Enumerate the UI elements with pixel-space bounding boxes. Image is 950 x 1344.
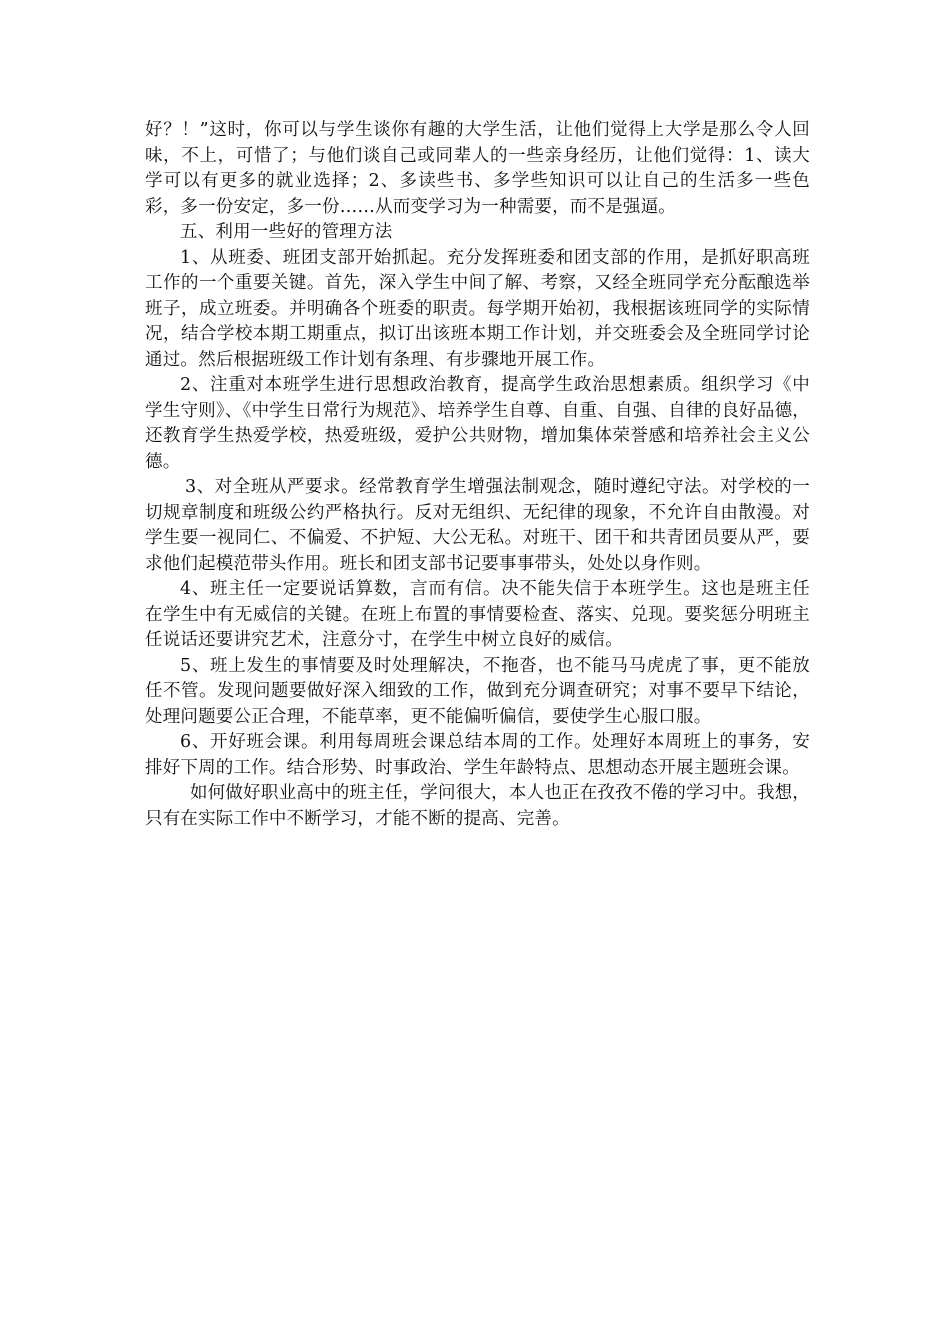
paragraph-item-2: 2、注重对本班学生进行思想政治教育，提高学生政治思想素质。组织学习《中学生守则》、《中学生日常行为规范》、培养学生自尊、自重、自强、自律的良好品德，还教育学生热爱学校，热爱班级，爱护公共财物，增加集体荣誉感和培养社会主义公德。 xyxy=(145,375,810,472)
paragraph-item-5: 5、班上发生的事情要及时处理解决，不拖沓，也不能马马虎虎了事，更不能放任不管。发现问题要做好深入细致的工作，做到充分调查研究；对事不要早下结论，处理问题要公正合理，不能草率，更不能偏听偏信，要使学生心服口服。 xyxy=(145,655,810,727)
paragraph-conclusion: 如何做好职业高中的班主任，学问很大，本人也正在孜孜不倦的学习中。我想，只有在实际工作中不断学习，才能不断的提高、完善。 xyxy=(145,783,810,829)
paragraph-item-4: 4、班主任一定要说话算数，言而有信。决不能失信于本班学生。这也是班主任在学生中有无威信的关键。在班上布置的事情要检查、落实、兑现。要奖惩分明班主任说话还要讲究艺术，注意分寸，在学生中树立良好的威信。 xyxy=(145,579,810,650)
paragraph-item-6: 6、开好班会课。利用每周班会课总结本周的工作。处理好本周班上的事务，安排好下周的工作。结合形势、时事政治、学生年龄特点、思想动态开展主题班会课。 xyxy=(145,732,810,778)
paragraph-item-1: 1、从班委、班团支部开始抓起。充分发挥班委和团支部的作用，是抓好职高班工作的一个重要关键。首先，深入学生中间了解、考察，又经全班同学充分酝酿选举班子，成立班委。并明确各个班委的职责。每学期开始初，我根据该班同学的实际情况，结合学校本期工期重点，拟订出该班本期工作计划，并交班委会及全班同学讨论通过。然后根据班级工作计划有条理、有步骤地开展工作。 xyxy=(145,247,810,370)
paragraph-continuation: 好？！”这时，你可以与学生谈你有趣的大学生活，让他们觉得上大学是那么令人回味，不上，可惜了；与他们谈自己或同辈人的一些亲身经历，让他们觉得：1、读大学可以有更多的就业选择；2、多读些书、多学些知识可以让自己的生活多一些色彩，多一份安定，多一份……从而变学习为一种需要，而不是强逼。 xyxy=(145,120,810,217)
paragraph-item-3: 3、对全班从严要求。经常教育学生增强法制观念，随时遵纪守法。对学校的一切规章制度和班级公约严格执行。反对无组织、无纪律的现象，不允许自由散漫。对学生要一视同仁、不偏爱、不护短、大公无私。对班干、团干和共青团员要从严，要求他们起模范带头作用。班长和团支部书记要事事带头，处处以身作则。 xyxy=(145,477,810,574)
document-body xyxy=(145,118,810,832)
section-heading: 五、利用一些好的管理方法 xyxy=(180,222,393,242)
